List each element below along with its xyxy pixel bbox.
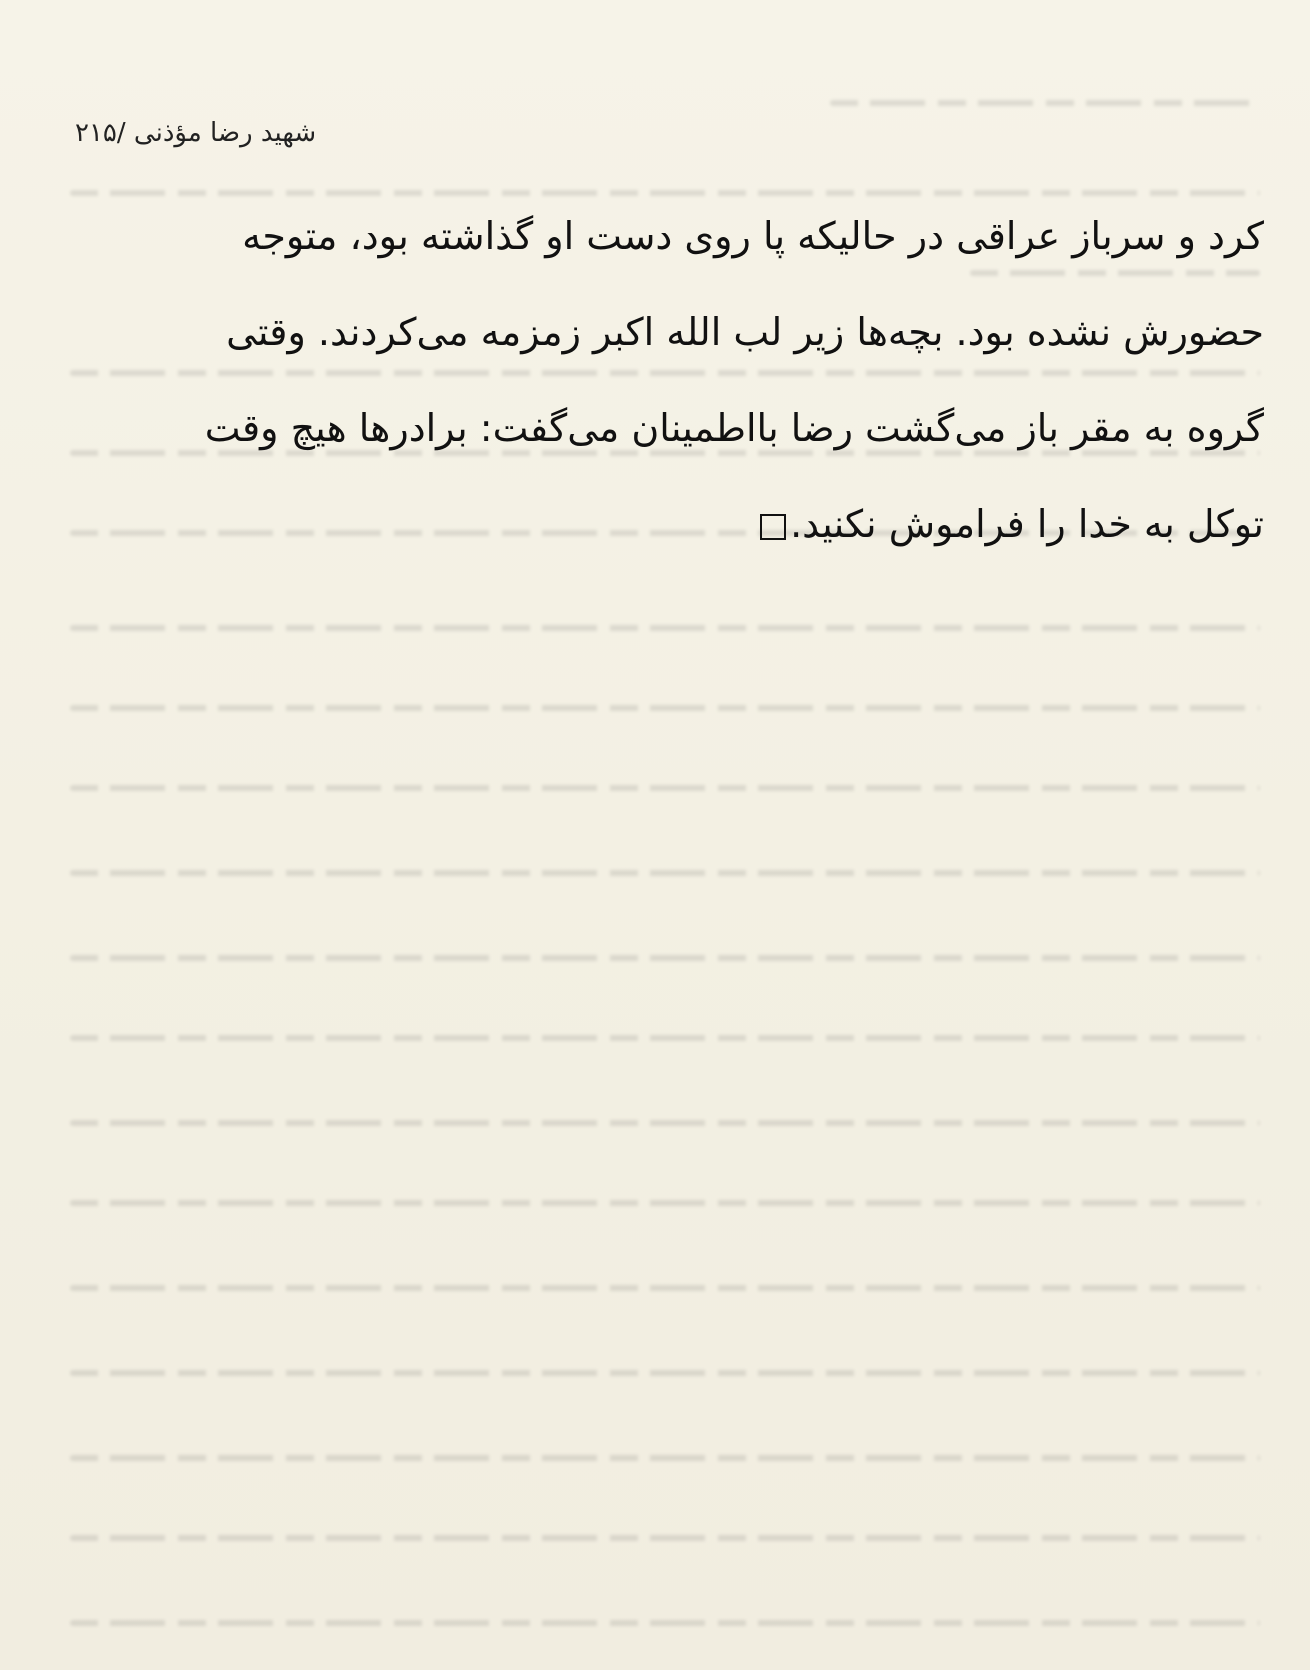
- ghost-line: [70, 870, 1260, 876]
- ghost-line: [70, 1455, 1260, 1461]
- ghost-line: [70, 1620, 1260, 1626]
- text-line-last: [84, 476, 1264, 572]
- ghost-line: [70, 705, 1260, 711]
- running-head: شهید رضا مؤذنی /۲۱۵: [75, 118, 317, 148]
- text-line: حضورش نشده بود. بچه‌ها زیر لب الله اکبر زمزمه می‌کردند. وقتی: [226, 310, 1264, 354]
- text-line: گروه به مقر باز می‌گشت رضا بااطمینان می‌گفت: برادرها هیچ وقت: [204, 406, 1264, 450]
- ghost-line: [70, 1285, 1260, 1291]
- ghost-line: [70, 625, 1260, 631]
- ghost-line: [70, 1120, 1260, 1126]
- text-line-content: توکل به خدا را فراموش نکنید.: [790, 502, 1264, 546]
- end-of-section-square-icon: [760, 514, 786, 540]
- ghost-line: [830, 100, 1260, 106]
- text-line: کرد و سرباز عراقی در حالیکه پا روی دست او گذاشته بود، متوجه: [242, 214, 1264, 258]
- ghost-line: [70, 955, 1260, 961]
- body-text: [84, 188, 1264, 572]
- ghost-line: [70, 1200, 1260, 1206]
- ghost-line: [70, 1370, 1260, 1376]
- ghost-line: [70, 1535, 1260, 1541]
- ghost-line: [70, 1035, 1260, 1041]
- ghost-line: [70, 785, 1260, 791]
